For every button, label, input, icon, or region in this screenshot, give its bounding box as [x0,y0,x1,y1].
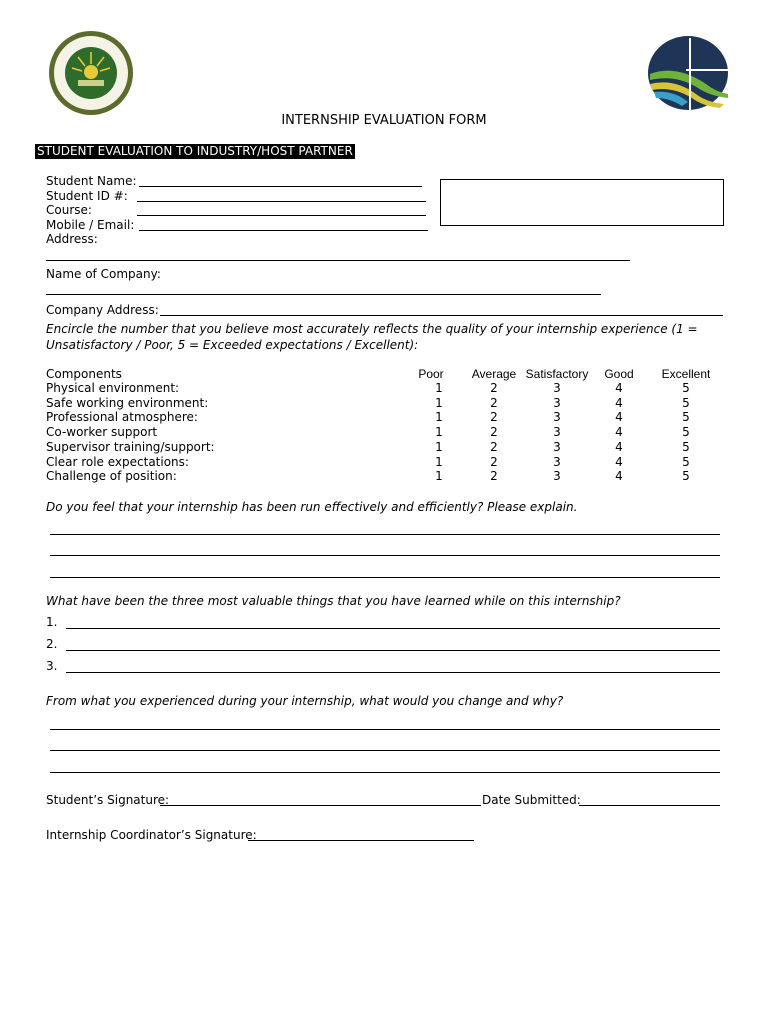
rating-option[interactable]: 1 [435,381,443,395]
column-poor: Poor [418,367,444,381]
column-excellent: Excellent [661,367,711,381]
company-name-field[interactable] [46,294,601,295]
question-1-answer-line-2[interactable] [50,555,720,556]
question-2-answer-line-3[interactable] [66,672,720,673]
rating-option[interactable]: 4 [615,439,623,454]
coordinator-signature-field[interactable] [248,840,474,841]
item-number-2: 2. [46,637,58,651]
rating-option[interactable]: 5 [682,469,690,484]
question-3-answer-line-3[interactable] [50,772,720,773]
coordinator-signature-label: Internship Coordinator’s Signature: [46,828,257,842]
address-field[interactable] [46,260,630,261]
company-address-field[interactable] [160,315,723,316]
rating-instructions: Encircle the number that you believe most accurately reflects the quality of your internship experience (1 = Unsatisfactory / Poor, 5 = Exceeded expectations / Excellent): [46,322,698,352]
rating-option[interactable]: 1 [435,425,443,440]
address-label: Address: [46,232,98,246]
student-name-label: Student Name: [46,174,137,188]
rating-option[interactable]: 5 [682,381,690,395]
student-name-field[interactable] [139,186,422,187]
rating-option[interactable]: 1 [435,439,443,454]
rating-option[interactable]: 2 [490,439,498,454]
company-name-label: Name of Company: [46,267,161,281]
column-good: Good [604,367,634,381]
question-3-answer-line-2[interactable] [50,750,720,751]
question-1: Do you feel that your internship has been run effectively and efficiently? Please explain. [46,500,578,514]
rating-option[interactable]: 4 [615,395,623,410]
mobile-email-field[interactable] [139,230,428,231]
component-row-label: Co-worker support [46,425,158,440]
component-row-label: Physical environment: [46,381,180,395]
date-submitted-field[interactable] [579,805,720,806]
rating-option[interactable]: 4 [615,425,623,440]
question-1-answer-line-1[interactable] [50,534,720,535]
column-satisfactory: Satisfactory [525,367,589,381]
rating-option[interactable]: 5 [682,425,690,440]
rating-option[interactable]: 5 [682,410,690,425]
rating-option[interactable]: 1 [435,454,443,469]
rating-option[interactable]: 1 [435,469,443,484]
question-2-answer-line-2[interactable] [66,650,720,651]
item-number-1: 1. [46,615,58,629]
rating-option[interactable]: 2 [490,410,498,425]
component-row-label: Professional atmosphere: [46,410,198,425]
mobile-email-label: Mobile / Email: [46,218,135,232]
rating-option[interactable]: 3 [553,439,561,454]
rating-option[interactable]: 2 [490,469,498,484]
question-3: From what you experienced during your internship, what would you change and why? [46,694,564,708]
company-address-label: Company Address: [46,303,159,317]
rating-option[interactable]: 3 [553,381,561,395]
question-3-answer-line-1[interactable] [50,729,720,730]
university-seal-icon [48,30,134,116]
rating-option[interactable]: 3 [553,425,561,440]
rating-option[interactable]: 5 [682,395,690,410]
question-2: What have been the three most valuable things that you have learned while on this internship? [46,594,621,608]
question-2-answer-line-1[interactable] [66,628,720,629]
form-title: INTERNSHIP EVALUATION FORM [281,113,487,128]
student-signature-label: Student’s Signature: [46,793,170,807]
component-row-label: Supervisor training/support: [46,439,215,454]
student-id-field[interactable] [137,201,426,202]
rating-option[interactable]: 3 [553,395,561,410]
rating-option[interactable]: 1 [435,395,443,410]
rating-option[interactable]: 2 [490,454,498,469]
student-id-label: Student ID #: [46,189,128,203]
component-row-label: Clear role expectations: [46,454,189,469]
date-submitted-label: Date Submitted: [482,793,581,807]
photo-box [440,179,724,226]
institution-globe-logo-icon [646,34,730,112]
rating-option[interactable]: 4 [615,454,623,469]
rating-option[interactable]: 3 [553,469,561,484]
course-field[interactable] [137,215,426,216]
rating-option[interactable]: 4 [615,381,623,395]
rating-option[interactable]: 2 [490,381,498,395]
rating-option[interactable]: 5 [682,439,690,454]
rating-option[interactable]: 4 [615,469,623,484]
rating-option[interactable]: 1 [435,410,443,425]
student-signature-field[interactable] [160,805,481,806]
components-header: Components [46,367,122,381]
rating-option[interactable]: 4 [615,410,623,425]
section-title: STUDENT EVALUATION TO INDUSTRY/HOST PARTNER [37,144,353,158]
item-number-3: 3. [46,659,58,673]
rating-option[interactable]: 2 [490,395,498,410]
rating-option[interactable]: 5 [682,454,690,469]
column-average: Average [471,367,517,381]
rating-option[interactable]: 3 [553,454,561,469]
rating-option[interactable]: 2 [490,425,498,440]
component-row-label: Safe working environment: [46,395,209,410]
question-1-answer-line-3[interactable] [50,577,720,578]
component-row-label: Challenge of position: [46,469,177,484]
course-label: Course: [46,203,92,217]
rating-option[interactable]: 3 [553,410,561,425]
